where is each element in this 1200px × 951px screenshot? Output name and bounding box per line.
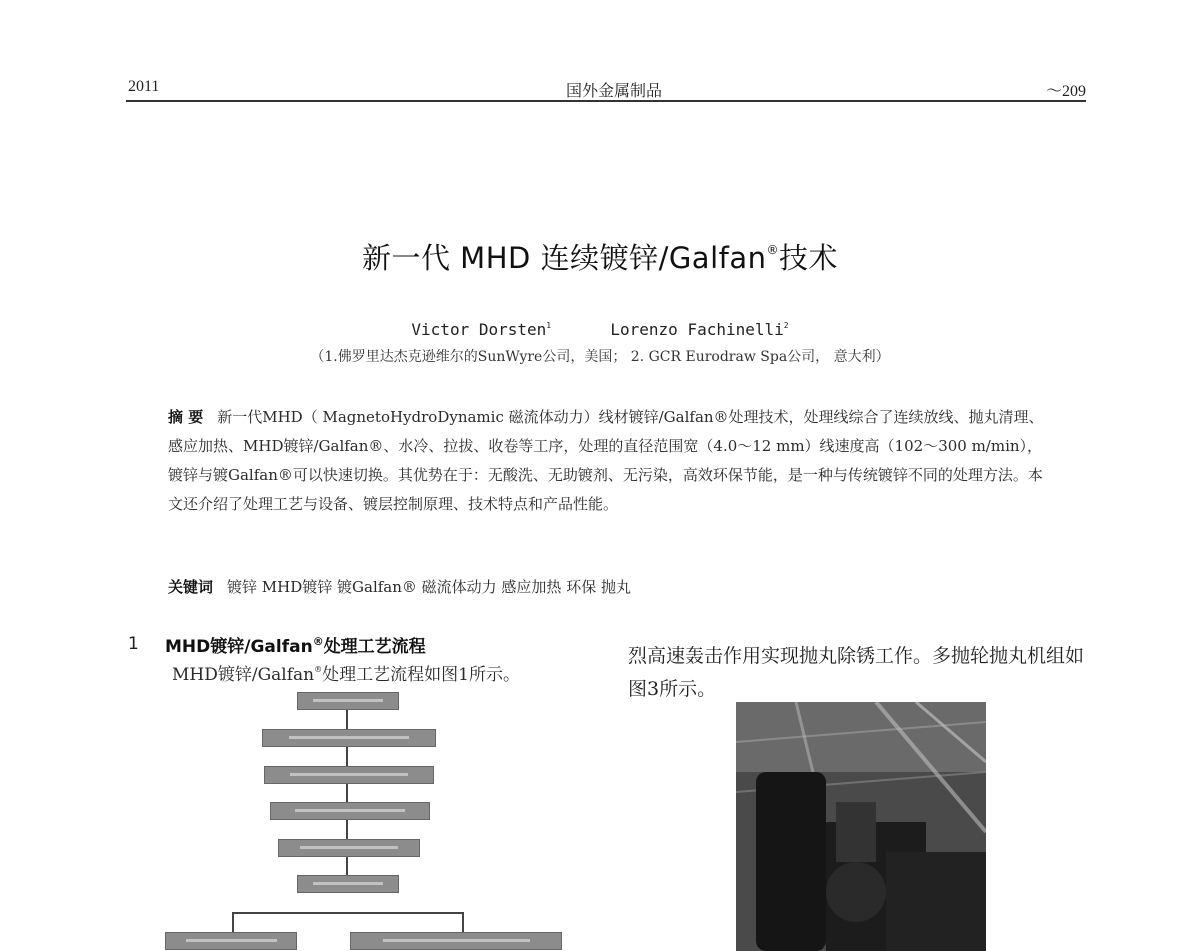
keywords: [168, 576, 1048, 597]
section-number: 1: [128, 634, 139, 654]
flowchart-step: [264, 766, 434, 784]
flowchart-step: [262, 729, 436, 747]
flowchart-step: [165, 932, 297, 950]
header-year: 2011: [128, 78, 160, 95]
flowchart-step: [297, 692, 399, 710]
header-page-number: ～209: [1046, 83, 1087, 100]
keywords-label: 关键词: [168, 578, 214, 596]
flowchart-connector: [462, 912, 464, 932]
paper-title: 新一代 MHD 连续镀锌/Galfan®技术: [361, 241, 839, 275]
flowchart-connector: [346, 700, 348, 886]
flowchart-step: [297, 875, 399, 893]
author-1: Victor Dorsten: [411, 320, 547, 339]
section-title: MHD镀锌/Galfan®处理工艺流程: [165, 635, 426, 657]
flowchart-step: [350, 932, 562, 950]
author-line: Victor Dorsten$^1$ Lorenzo Fachinelli$^2$: [411, 320, 789, 339]
abstract-label: 摘 要: [168, 408, 204, 426]
header-rule: [126, 100, 1086, 102]
flowchart-step: [278, 839, 420, 857]
flowchart-connector: [232, 912, 234, 932]
author-2: Lorenzo Fachinelli: [610, 320, 784, 339]
right-column-text: 烈高速轰击作用实现抛丸除锈工作。多抛轮抛丸机组如图3所示。: [628, 645, 1085, 700]
header-journal: 国外金属制品: [566, 83, 663, 100]
affiliation: （1.佛罗里达杰克逊维尔的SunWyre公司，美国； 2. GCR Eurodraw Spa公司， 意大利）: [310, 349, 890, 365]
flowchart-connector: [232, 912, 464, 914]
section-body-text: MHD镀锌/Galfan®处理工艺流程如图1所示。: [172, 665, 520, 685]
abstract-text: 新一代MHD（ MagnetoHydroDynamic 磁流体动力）线材镀锌/Galfan®处理技术，处理线综合了连续放线、抛丸清理、感应加热、MHD镀锌/Galfan®、水冷、拉拔、收卷等工序，处理的直径范围宽（4.0～12 mm）线速度高（102～300 m/min），镀锌与镀Galfan®可以快速切换。其优势在于：无酸洗、无助镀剂、无污染，高效环保节能，是一种与传统镀锌不同的处理方法。本文还介绍了处理工艺与设备、镀层控制原理、技术特点和产品性能。: [168, 408, 1044, 513]
keywords-text: 镀锌 MHD镀锌 镀Galfan® 磁流体动力 感应加热 环保 抛丸: [227, 578, 631, 596]
abstract: [168, 403, 1048, 519]
flowchart-step: [270, 802, 430, 820]
machine-photo: [736, 702, 986, 951]
